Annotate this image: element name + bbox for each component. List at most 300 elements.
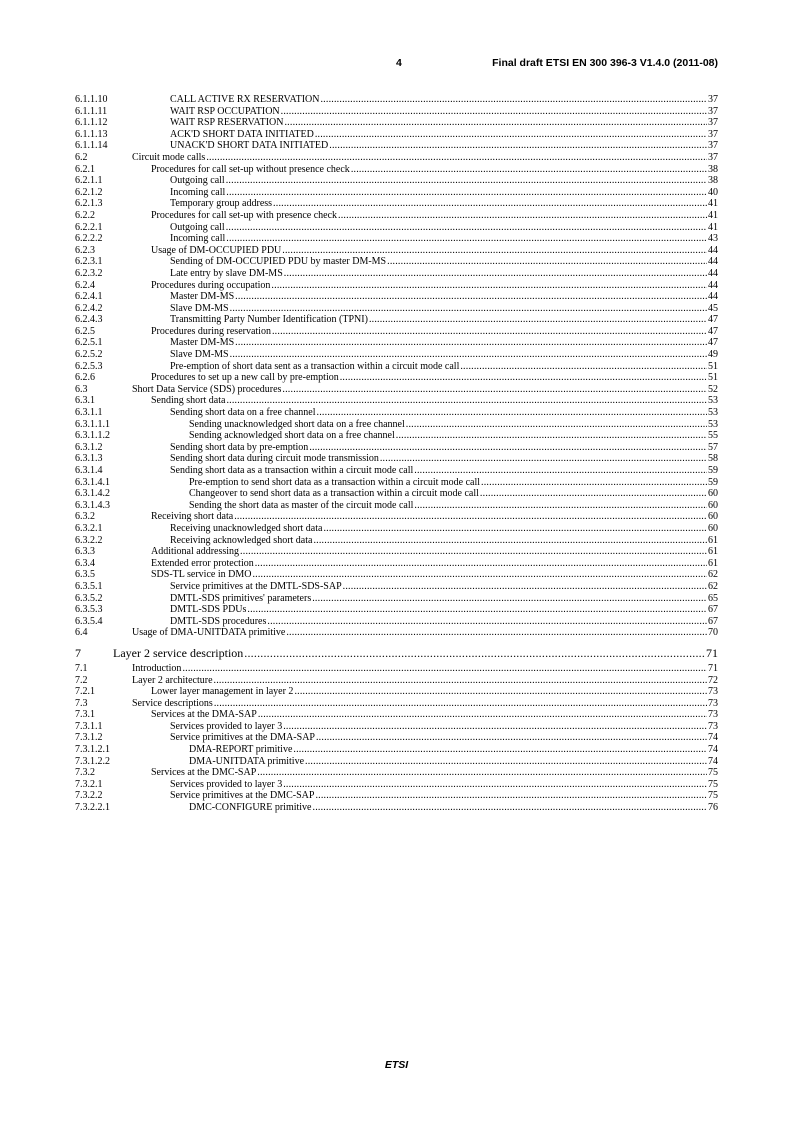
toc-entry[interactable] bbox=[75, 511, 718, 523]
toc-entry-number: 7.3.2.2.1 bbox=[75, 802, 110, 814]
toc-entry[interactable] bbox=[75, 442, 718, 454]
toc-entry-page: 71 bbox=[708, 662, 718, 674]
toc-dot-leader bbox=[230, 349, 707, 361]
toc-entry-page: 52 bbox=[708, 383, 718, 395]
toc-entry-page: 73 bbox=[708, 686, 718, 698]
toc-entry-page: 41 bbox=[708, 209, 718, 221]
toc-entry-title: Receiving acknowledged short data bbox=[170, 534, 313, 546]
toc-entry-number: 6.2.1.3 bbox=[75, 198, 103, 210]
toc-entry[interactable] bbox=[75, 686, 718, 698]
toc-dot-leader bbox=[284, 117, 707, 129]
toc-entry-page: 47 bbox=[708, 337, 718, 349]
toc-dot-leader bbox=[282, 384, 707, 396]
toc-entry[interactable] bbox=[75, 430, 718, 442]
toc-entry-number: 6.3.1.3 bbox=[75, 453, 103, 465]
toc-entry-title: Lower layer management in layer 2 bbox=[151, 686, 294, 698]
toc-entry-title: Transmitting Party Number Identification (TPNI) bbox=[170, 314, 368, 326]
toc-entry-page: 67 bbox=[708, 604, 718, 616]
toc-entry[interactable] bbox=[75, 407, 718, 419]
toc-entry-title: Service primitives at the DMA-SAP bbox=[170, 732, 315, 744]
toc-dot-leader bbox=[272, 326, 707, 338]
toc-entry-number: 6.2 bbox=[75, 151, 88, 163]
toc-entry[interactable] bbox=[75, 175, 718, 187]
toc-entry-title: Slave DM-MS bbox=[170, 302, 229, 314]
toc-entry[interactable] bbox=[75, 129, 718, 141]
toc-entry-page: 73 bbox=[708, 709, 718, 721]
toc-dot-leader bbox=[316, 732, 707, 744]
toc-entry-title: CALL ACTIVE RX RESERVATION bbox=[170, 94, 320, 105]
toc-dot-leader bbox=[309, 442, 707, 454]
toc-entry-title: Services at the DMC-SAP bbox=[151, 767, 257, 779]
toc-entry-page: 37 bbox=[708, 128, 718, 140]
toc-entry[interactable] bbox=[75, 546, 718, 558]
toc-entry-page: 75 bbox=[708, 778, 718, 790]
toc-dot-leader bbox=[329, 140, 707, 152]
toc-entry-page: 37 bbox=[708, 105, 718, 117]
toc-entry-page: 60 bbox=[708, 499, 718, 511]
toc-entry-page: 76 bbox=[708, 802, 718, 814]
toc-entry[interactable] bbox=[75, 222, 718, 234]
toc-entry-number: 6.2.2.1 bbox=[75, 221, 103, 233]
toc-entry-title: Sending acknowledged short data on a free channel bbox=[189, 430, 395, 442]
toc-dot-leader bbox=[281, 106, 707, 118]
toc-entry[interactable] bbox=[75, 535, 718, 547]
toc-entry-number: 6.3.1 bbox=[75, 395, 95, 407]
toc-entry-title: Sending the short data as master of the circuit mode call bbox=[189, 499, 414, 511]
toc-entry-page: 72 bbox=[708, 674, 718, 686]
toc-dot-leader bbox=[252, 569, 707, 581]
toc-entry[interactable] bbox=[75, 709, 718, 721]
toc-dot-leader bbox=[283, 779, 707, 791]
toc-dot-leader bbox=[312, 593, 707, 605]
toc-entry[interactable] bbox=[75, 744, 718, 756]
toc-entry-title: WAIT RSP OCCUPATION bbox=[170, 105, 280, 117]
toc-entry-title: Outgoing call bbox=[170, 175, 225, 187]
toc-dot-leader bbox=[235, 291, 707, 303]
toc-dot-leader bbox=[234, 511, 707, 523]
toc-entry-number: 6.3.1.4.3 bbox=[75, 499, 110, 511]
toc-entry-number: 6.3.1.1.2 bbox=[75, 430, 110, 442]
toc-entry-page: 57 bbox=[708, 441, 718, 453]
toc-entry-page: 53 bbox=[708, 418, 718, 430]
toc-entry-number: 6.3.1.2 bbox=[75, 441, 103, 453]
toc-entry-title: DMTL-SDS PDUs bbox=[170, 604, 247, 616]
toc-entry-page: 61 bbox=[708, 557, 718, 569]
toc-entry-title: Procedures during reservation bbox=[151, 325, 271, 337]
toc-entry-number: 6.2.4.2 bbox=[75, 302, 103, 314]
toc-dot-leader bbox=[481, 477, 707, 489]
toc-dot-leader bbox=[313, 802, 708, 814]
toc-entry-page: 60 bbox=[708, 488, 718, 500]
toc-dot-leader bbox=[273, 198, 707, 210]
toc-entry[interactable] bbox=[75, 593, 718, 605]
toc-dot-leader bbox=[284, 268, 707, 280]
toc-entry-number: 6.2.4.3 bbox=[75, 314, 103, 326]
toc-entry[interactable] bbox=[75, 268, 718, 280]
toc-entry-number: 7.3.2.1 bbox=[75, 778, 103, 790]
toc-entry-number: 6.3.5.4 bbox=[75, 615, 103, 627]
toc-dot-leader bbox=[247, 604, 707, 616]
toc-entry-page: 44 bbox=[708, 279, 718, 291]
toc-entry[interactable] bbox=[75, 349, 718, 361]
toc-dot-leader bbox=[214, 698, 707, 710]
toc-dot-leader bbox=[320, 94, 707, 106]
toc-entry-title: Sending unacknowledged short data on a free channel bbox=[189, 418, 405, 430]
toc-entry-page: 75 bbox=[708, 790, 718, 802]
toc-entry[interactable] bbox=[75, 616, 718, 628]
toc-entry[interactable] bbox=[75, 245, 718, 257]
toc-entry-page: 37 bbox=[708, 151, 718, 163]
toc-entry-title: DMA-UNITDATA primitive bbox=[189, 755, 305, 767]
toc-entry-page: 47 bbox=[708, 325, 718, 337]
toc-entry-page: 44 bbox=[708, 244, 718, 256]
toc-entry-page: 61 bbox=[708, 534, 718, 546]
toc-dot-leader bbox=[258, 709, 707, 721]
toc-entry-number: 6.2.5.2 bbox=[75, 349, 103, 361]
toc-entry-page: 59 bbox=[708, 476, 718, 488]
toc-entry[interactable] bbox=[75, 790, 718, 802]
toc-entry-page: 53 bbox=[708, 395, 718, 407]
toc-dot-leader bbox=[226, 222, 707, 234]
toc-entry-title: Incoming call bbox=[170, 186, 226, 198]
toc-entry-title: Outgoing call bbox=[170, 221, 225, 233]
toc-entry-title: Extended error protection bbox=[151, 557, 254, 569]
toc-dot-leader bbox=[226, 187, 707, 199]
toc-entry-title: Sending short data bbox=[151, 395, 226, 407]
toc-entry[interactable] bbox=[75, 477, 718, 489]
toc-entry-page: 67 bbox=[708, 615, 718, 627]
toc-dot-leader bbox=[351, 164, 707, 176]
toc-entry-number: 6.1.1.13 bbox=[75, 128, 108, 140]
toc-entry-page: 44 bbox=[708, 267, 718, 279]
toc-entry[interactable] bbox=[75, 604, 718, 616]
toc-entry-page: 41 bbox=[708, 198, 718, 210]
toc-entry-number: 6.3.5.3 bbox=[75, 604, 103, 616]
toc-dot-leader bbox=[315, 790, 707, 802]
toc-entry-title: DMTL-SDS procedures bbox=[170, 615, 267, 627]
toc-entry[interactable] bbox=[75, 384, 718, 396]
toc-entry-page: 40 bbox=[708, 186, 718, 198]
toc-dot-leader bbox=[396, 430, 707, 442]
toc-entry-number: 6.2.6 bbox=[75, 372, 95, 384]
toc-entry-title: Procedures for call set-up with presence check bbox=[151, 209, 338, 221]
toc-entry-page: 55 bbox=[708, 430, 718, 442]
toc-entry[interactable] bbox=[75, 337, 718, 349]
toc-entry-page: 60 bbox=[708, 522, 718, 534]
toc-dot-leader bbox=[240, 546, 707, 558]
toc-entry-page: 51 bbox=[708, 372, 718, 384]
toc-entry-title: Pre-emption to send short data as a transaction within a circuit mode call bbox=[189, 476, 481, 488]
toc-dot-leader bbox=[244, 645, 705, 661]
toc-entry-title: Late entry by slave DM-MS bbox=[170, 267, 283, 279]
toc-entry[interactable] bbox=[75, 558, 718, 570]
toc-entry[interactable] bbox=[75, 256, 718, 268]
toc-entry[interactable] bbox=[75, 106, 718, 118]
toc-entry-page: 61 bbox=[708, 546, 718, 558]
toc-entry-number: 7.2 bbox=[75, 674, 88, 686]
toc-dot-leader bbox=[182, 663, 707, 675]
toc-dot-leader bbox=[338, 210, 707, 222]
toc-dot-leader bbox=[271, 280, 707, 292]
toc-entry-title: Procedures for call set-up without presence check bbox=[151, 163, 350, 175]
toc-entry-page: 70 bbox=[708, 627, 718, 639]
toc-entry-number: 6.2.4.1 bbox=[75, 291, 103, 303]
toc-entry-number: 6.3.5 bbox=[75, 569, 95, 581]
toc-entry-title: Receiving unacknowledged short data bbox=[170, 522, 323, 534]
toc-entry-page: 73 bbox=[708, 720, 718, 732]
toc-entry-number: 6.4 bbox=[75, 627, 88, 639]
toc-entry-title: UNACK'D SHORT DATA INITIATED bbox=[170, 140, 329, 152]
toc-entry-page: 49 bbox=[708, 349, 718, 361]
toc-entry-page: 58 bbox=[708, 453, 718, 465]
toc-dot-leader bbox=[293, 744, 707, 756]
toc-entry-title: Incoming call bbox=[170, 233, 226, 245]
toc-entry-number: 7.2.1 bbox=[75, 686, 95, 698]
toc-entry-number: 6.2.1 bbox=[75, 163, 95, 175]
toc-dot-leader bbox=[460, 361, 707, 373]
toc-entry[interactable] bbox=[75, 756, 718, 768]
toc-entry[interactable] bbox=[75, 198, 718, 210]
toc-entry[interactable] bbox=[75, 303, 718, 315]
toc-dot-leader bbox=[414, 465, 707, 477]
toc-entry-page: 74 bbox=[708, 744, 718, 756]
toc-entry-page: 37 bbox=[708, 140, 718, 152]
toc-entry-number: 6.2.1.1 bbox=[75, 175, 103, 187]
toc-entry-number: 6.1.1.12 bbox=[75, 117, 108, 129]
toc-dot-leader bbox=[257, 767, 707, 779]
toc-entry-number: 6.3.4 bbox=[75, 557, 95, 569]
toc-entry-number: 7.3.1.2.2 bbox=[75, 755, 110, 767]
toc-entry-number: 6.2.5.3 bbox=[75, 360, 103, 372]
toc-entry-number: 7 bbox=[75, 645, 81, 660]
toc-dot-leader bbox=[286, 627, 707, 639]
toc-dot-leader bbox=[387, 256, 707, 268]
toc-dot-leader bbox=[406, 419, 707, 431]
toc-entry[interactable] bbox=[75, 326, 718, 338]
toc-entry-page: 37 bbox=[708, 117, 718, 129]
toc-entry-page: 43 bbox=[708, 233, 718, 245]
toc-entry-number: 6.2.2.2 bbox=[75, 233, 103, 245]
toc-dot-leader bbox=[414, 500, 707, 512]
document-title: Final draft ETSI EN 300 396-3 V1.4.0 (2011-08) bbox=[492, 57, 718, 69]
toc-entry-title: Sending of DM-OCCUPIED PDU by master DM-MS bbox=[170, 256, 387, 268]
toc-entry-title: Sending short data as a transaction within a circuit mode call bbox=[170, 465, 414, 476]
toc-dot-leader bbox=[313, 535, 707, 547]
toc-entry-page: 73 bbox=[708, 697, 718, 709]
toc-entry-number: 6.1.1.14 bbox=[75, 140, 108, 152]
toc-entry-number: 7.3.1.1 bbox=[75, 720, 103, 732]
page-footer: ETSI bbox=[384, 1059, 409, 1071]
toc-entry-title: Slave DM-MS bbox=[170, 349, 229, 361]
toc-entry-number: 6.3.3 bbox=[75, 546, 95, 558]
toc-entry-page: 44 bbox=[708, 291, 718, 303]
toc-entry-number: 6.3.1.1.1 bbox=[75, 418, 110, 430]
toc-entry-title: Sending short data on a free channel bbox=[170, 407, 316, 419]
page-number: 4 bbox=[396, 57, 402, 69]
toc-entry-title: DMA-REPORT primitive bbox=[189, 744, 293, 756]
toc-entry-title: Services provided to layer 3 bbox=[170, 778, 283, 790]
toc-entry[interactable] bbox=[75, 361, 718, 373]
toc-dot-leader bbox=[206, 152, 707, 164]
toc-entry-title: Usage of DM-OCCUPIED PDU bbox=[151, 244, 282, 256]
toc-entry-page: 44 bbox=[708, 256, 718, 268]
toc-entry-title: Master DM-MS bbox=[170, 291, 235, 303]
toc-entry-title: Procedures to set up a new call by pre-emption bbox=[151, 372, 339, 384]
toc-entry-number: 6.3.5.2 bbox=[75, 592, 103, 604]
toc-entry-title: Temporary group address bbox=[170, 198, 273, 210]
toc-dot-leader bbox=[235, 337, 707, 349]
toc-entry-number: 6.2.1.2 bbox=[75, 186, 103, 198]
toc-entry-number: 7.3.1 bbox=[75, 709, 95, 721]
toc-dot-leader bbox=[340, 372, 707, 384]
toc-dot-leader bbox=[305, 756, 707, 768]
toc-entry-title: WAIT RSP RESERVATION bbox=[170, 117, 284, 129]
toc-entry[interactable] bbox=[75, 721, 718, 733]
toc-entry[interactable] bbox=[75, 210, 718, 222]
toc-entry-title: Short Data Service (SDS) procedures bbox=[132, 383, 282, 395]
toc-entry-title: Receiving short data bbox=[151, 511, 234, 523]
toc-entry-title: Circuit mode calls bbox=[132, 151, 206, 163]
toc-entry[interactable] bbox=[75, 140, 718, 152]
toc-entry-number: 6.2.2 bbox=[75, 209, 95, 221]
toc-entry-number: 6.2.5.1 bbox=[75, 337, 103, 349]
table-of-contents bbox=[75, 94, 718, 814]
toc-entry-page: 37 bbox=[708, 94, 718, 105]
toc-entry[interactable] bbox=[75, 500, 718, 512]
toc-entry-page: 75 bbox=[708, 767, 718, 779]
toc-entry-number: 6.3 bbox=[75, 383, 88, 395]
toc-dot-leader bbox=[369, 314, 707, 326]
toc-entry-title: Sending short data during circuit mode transmission bbox=[170, 453, 379, 465]
toc-entry-title: Procedures during occupation bbox=[151, 279, 271, 291]
toc-entry[interactable] bbox=[75, 767, 718, 779]
toc-entry-number: 6.3.2 bbox=[75, 511, 95, 523]
toc-entry-title: Master DM-MS bbox=[170, 337, 235, 349]
toc-dot-leader bbox=[226, 233, 707, 245]
toc-entry[interactable] bbox=[75, 314, 718, 326]
toc-entry[interactable] bbox=[75, 698, 718, 710]
toc-entry-number: 6.3.1.1 bbox=[75, 407, 103, 419]
toc-entry[interactable] bbox=[75, 291, 718, 303]
toc-dot-leader bbox=[255, 558, 707, 570]
toc-entry-page: 74 bbox=[708, 732, 718, 744]
toc-entry[interactable] bbox=[75, 395, 718, 407]
toc-entry[interactable] bbox=[75, 233, 718, 245]
toc-entry-number: 6.3.1.4 bbox=[75, 465, 103, 476]
toc-entry[interactable] bbox=[75, 94, 718, 106]
toc-entry-title: DMC-CONFIGURE primitive bbox=[189, 802, 312, 814]
toc-entry-number: 7.3.1.2.1 bbox=[75, 744, 110, 756]
toc-dot-leader bbox=[380, 453, 707, 465]
toc-entry-number: 6.2.5 bbox=[75, 325, 95, 337]
toc-entry-number: 6.2.4 bbox=[75, 279, 95, 291]
toc-dot-leader bbox=[226, 395, 707, 407]
toc-entry-title: Services provided to layer 3 bbox=[170, 720, 283, 732]
toc-entry[interactable] bbox=[75, 779, 718, 791]
toc-entry-number: 6.3.1.4.2 bbox=[75, 488, 110, 500]
toc-entry[interactable] bbox=[75, 488, 718, 500]
toc-entry-number: 6.2.3.2 bbox=[75, 267, 103, 279]
toc-entry[interactable] bbox=[75, 372, 718, 384]
toc-entry-page: 38 bbox=[708, 175, 718, 187]
toc-entry[interactable] bbox=[75, 663, 718, 675]
toc-entry-page: 65 bbox=[708, 592, 718, 604]
toc-entry[interactable] bbox=[75, 581, 718, 593]
toc-entry-page: 47 bbox=[708, 314, 718, 326]
toc-entry-page: 59 bbox=[708, 465, 718, 476]
toc-entry[interactable] bbox=[75, 675, 718, 687]
toc-dot-leader bbox=[267, 616, 707, 628]
toc-entry[interactable] bbox=[75, 569, 718, 581]
toc-entry-page: 60 bbox=[708, 511, 718, 523]
toc-entry[interactable] bbox=[75, 164, 718, 176]
toc-entry-title: Layer 2 architecture bbox=[132, 674, 213, 686]
toc-entry-title: Service descriptions bbox=[132, 697, 213, 709]
toc-dot-leader bbox=[317, 407, 707, 419]
toc-entry-title: DMTL-SDS primitives' parameters bbox=[170, 592, 312, 604]
toc-entry-title: Changeover to send short data as a transaction within a circuit mode call bbox=[189, 488, 479, 500]
toc-entry-number: 6.2.3 bbox=[75, 244, 95, 256]
toc-entry-page: 45 bbox=[708, 302, 718, 314]
toc-entry[interactable] bbox=[75, 280, 718, 292]
toc-entry[interactable] bbox=[75, 453, 718, 465]
toc-entry-title: Introduction bbox=[132, 662, 182, 674]
toc-dot-leader bbox=[343, 581, 707, 593]
toc-entry[interactable] bbox=[75, 732, 718, 744]
toc-entry-title: Pre-emption of short data sent as a transaction within a circuit mode call bbox=[170, 360, 460, 372]
toc-entry-title: Additional addressing bbox=[151, 546, 240, 558]
toc-dot-leader bbox=[226, 175, 707, 187]
toc-dot-leader bbox=[282, 245, 707, 257]
toc-dot-leader bbox=[283, 721, 707, 733]
toc-entry-number: 7.3.1.2 bbox=[75, 732, 103, 744]
toc-entry-page: 38 bbox=[708, 163, 718, 175]
toc-entry[interactable] bbox=[75, 645, 718, 661]
toc-entry-number: 6.2.3.1 bbox=[75, 256, 103, 268]
toc-dot-leader bbox=[294, 686, 707, 698]
toc-entry-page: 71 bbox=[706, 645, 718, 660]
toc-entry-title: Service primitives at the DMTL-SDS-SAP bbox=[170, 580, 342, 592]
toc-entry[interactable] bbox=[75, 419, 718, 431]
toc-entry-number: 6.1.1.11 bbox=[75, 105, 108, 117]
toc-entry-number: 7.3 bbox=[75, 697, 88, 709]
toc-entry-number: 6.3.5.1 bbox=[75, 580, 103, 592]
toc-entry-number: 7.1 bbox=[75, 662, 88, 674]
toc-entry[interactable] bbox=[75, 117, 718, 129]
toc-entry-title: ACK'D SHORT DATA INITIATED bbox=[170, 128, 314, 140]
toc-entry-number: 7.3.2.2 bbox=[75, 790, 103, 802]
toc-entry[interactable] bbox=[75, 627, 718, 639]
toc-entry-page: 53 bbox=[708, 407, 718, 419]
toc-entry-page: 51 bbox=[708, 360, 718, 372]
toc-entry-number: 6.3.2.1 bbox=[75, 522, 103, 534]
toc-entry-number: 6.3.1.4.1 bbox=[75, 476, 110, 488]
toc-entry-number: 7.3.2 bbox=[75, 767, 95, 779]
toc-dot-leader bbox=[480, 488, 707, 500]
toc-dot-leader bbox=[214, 675, 707, 687]
toc-entry-page: 62 bbox=[708, 569, 718, 581]
toc-entry-title: Usage of DMA-UNITDATA primitive bbox=[132, 627, 286, 639]
toc-entry[interactable] bbox=[75, 523, 718, 535]
toc-dot-leader bbox=[315, 129, 707, 141]
toc-entry-title: SDS-TL service in DMO bbox=[151, 569, 252, 581]
toc-entry[interactable] bbox=[75, 187, 718, 199]
toc-entry[interactable] bbox=[75, 152, 718, 164]
toc-entry[interactable] bbox=[75, 465, 718, 477]
toc-entry[interactable] bbox=[75, 802, 718, 814]
toc-dot-leader bbox=[230, 303, 707, 315]
toc-entry-page: 74 bbox=[708, 755, 718, 767]
